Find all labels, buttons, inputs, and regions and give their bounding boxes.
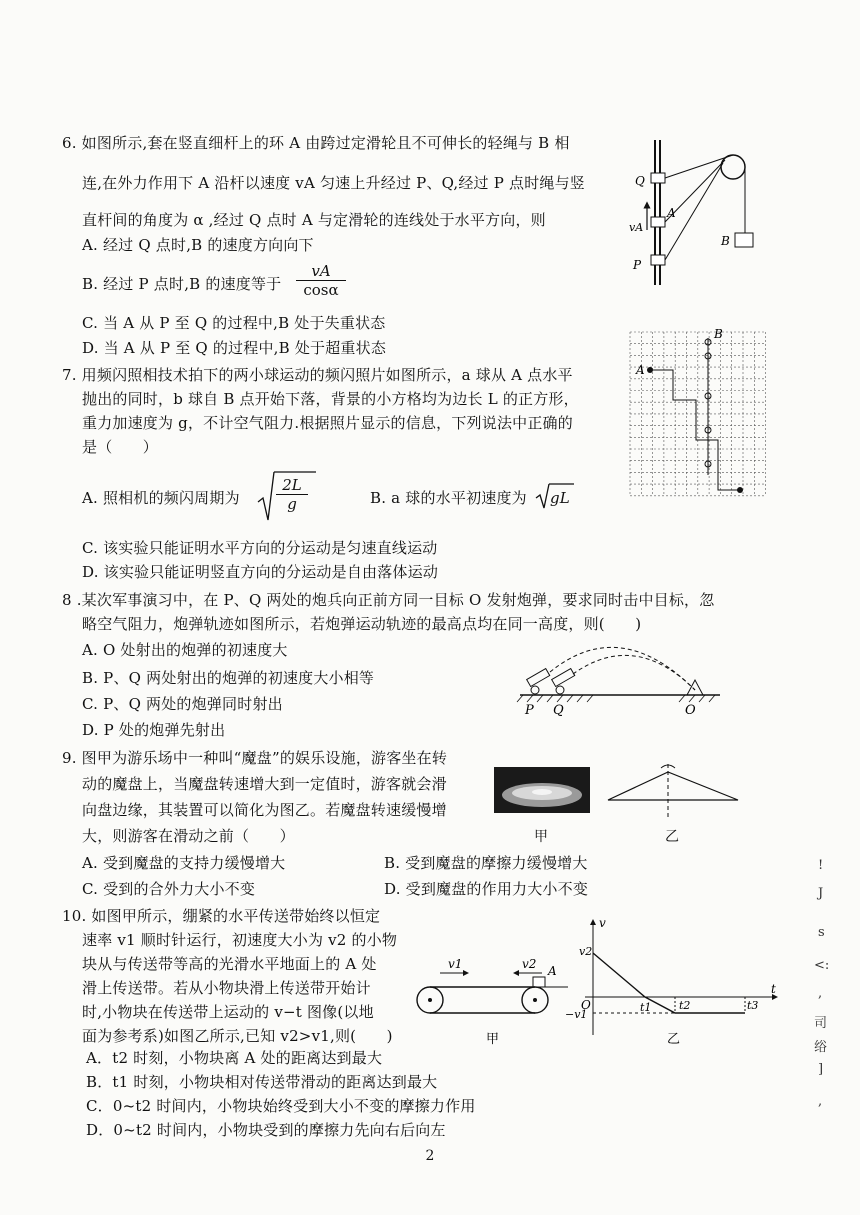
q10-figure-jia: [410, 955, 570, 1050]
q9-stem-line1: 9. 图甲为游乐场中一种叫“魔盘”的娱乐设施，游客坐在转: [62, 749, 448, 767]
q6-stem-line3: 直杆间的角度为 α ,经过 Q 点时 A 与定滑轮的连线处于水平方向，则: [82, 211, 546, 229]
q10-t3-label: t3: [747, 999, 759, 1012]
q8-stem-line2: 略空气阻力，炮弹轨迹如图所示，若炮弹运动轨迹的最高点均在同一高度，则( ): [82, 615, 642, 633]
q10-stem-line2: 速率 v1 顺时针运行，初速度大小为 v2 的小物: [82, 931, 398, 949]
q10-t2-label: t2: [679, 999, 691, 1012]
q10-label-v1: v1: [448, 957, 463, 971]
q9-disk-profile: [608, 772, 738, 800]
q10-stem-line4: 滑上传送带。若从小物块滑上传送带开始计: [82, 979, 371, 997]
q6-fraction-denominator: cosα: [303, 281, 339, 299]
q8-cannon-q: [552, 669, 575, 694]
q7-fraction-denominator: g: [287, 495, 297, 513]
q9-option-a: A. 受到魔盘的支持力缓慢增大: [82, 854, 286, 872]
q7-stem-line2: 抛出的同时，b 球自 B 点开始下落，背景的小方格均为边长 L 的正方形，: [82, 390, 579, 408]
q7-stem-line4: 是（ ）: [82, 438, 159, 456]
q9-stem-line2: 动的魔盘上，当魔盘转速增大到一定值时，游客就会滑: [82, 775, 447, 793]
edge-mark-1: J: [818, 886, 824, 901]
q10-figure-jia-label: 甲: [486, 1032, 500, 1047]
q7-ball-a: [647, 367, 653, 373]
q6-ring-a: [651, 217, 665, 227]
q10-figure-yi: [565, 915, 790, 1045]
q7-fraction-numerator: 2L: [276, 476, 308, 495]
q7-ball-a-end: [737, 487, 743, 493]
q8-option-a: A. O 处射出的炮弹的初速度大: [82, 641, 288, 659]
q6-fraction-numerator: vA: [296, 262, 346, 281]
q9-photo-magic-disk: [494, 767, 590, 813]
q7-sqrt-symbol-a: [256, 470, 276, 524]
q6-figure: [625, 135, 765, 295]
q8-trajectory-p: [550, 647, 695, 690]
q6-label-va: vA: [629, 221, 644, 234]
q10-option-a: A．t2 时刻，小物块离 A 处的距离达到最大: [86, 1049, 383, 1067]
q6-option-c: C. 当 A 从 P 至 Q 的过程中,B 处于失重状态: [82, 314, 386, 332]
edge-mark-2: s: [818, 925, 825, 940]
q9-figure-jia-label: 甲: [534, 829, 549, 845]
q8-cannon-p: [527, 669, 550, 694]
edge-mark-4: ,: [818, 986, 823, 1001]
q10-origin-label: O: [581, 998, 591, 1012]
q7-option-a: A. 照相机的频闪周期为: [82, 489, 240, 507]
q7-option-b: B. a 球的水平初速度为: [370, 489, 527, 507]
q7-option-a-fraction: [276, 476, 308, 513]
q7-option-d: D. 该实验只能证明竖直方向的分运动是自由落体运动: [82, 563, 439, 581]
q8-label-o: O: [685, 703, 696, 718]
q10-v2-tick-label: v2: [579, 945, 593, 958]
q6-option-a: A. 经过 Q 点时,B 的速度方向向下: [82, 236, 314, 254]
q9-stem-line4: 大，则游客在滑动之前（ ）: [82, 827, 295, 845]
q6-option-d: D. 当 A 从 P 至 Q 的过程中,B 处于超重状态: [82, 339, 387, 357]
q10-axis-t-label: t: [771, 982, 776, 996]
q8-label-p: P: [525, 703, 534, 718]
q10-label-a: A: [548, 964, 557, 978]
q8-figure: [515, 640, 730, 720]
edge-mark-3: <:: [814, 958, 830, 973]
q9-figure-yi-label: 乙: [665, 829, 680, 845]
q8-option-c: C. P、Q 两处的炮弹同时射出: [82, 695, 283, 713]
edge-mark-8: ,: [818, 1094, 823, 1109]
q7-stem-line3: 重力加速度为 g，不计空气阻力.根据照片显示的信息，下列说法中正确的: [82, 414, 573, 432]
page-number: 2: [425, 1148, 435, 1164]
q7-figure: [628, 327, 768, 498]
q7-option-c: C. 该实验只能证明水平方向的分运动是匀速直线运动: [82, 539, 438, 557]
q6-label-a: A: [667, 206, 676, 220]
q9-figure-yi: [603, 762, 743, 822]
q10-stem-line6: 面为参考系)如图乙所示,已知 v2>v1,则( ): [82, 1027, 393, 1045]
q9-stem-line3: 向盘边缘，其装置可以简化为图乙。若魔盘转速缓慢增: [82, 801, 447, 819]
q10-neg-v1-label: −v1: [565, 1008, 588, 1021]
edge-mark-5: 司: [814, 1016, 828, 1031]
q6-label-q: Q: [635, 174, 645, 188]
q7-label-b: B: [714, 327, 723, 341]
q6-stem-line1: 6. 如图所示,套在竖直细杆上的环 A 由跨过定滑轮且不可伸长的轻绳与 B 相: [62, 134, 570, 152]
q10-block: [533, 977, 545, 987]
edge-mark-6: 绤: [814, 1040, 828, 1055]
q7-trajectory-a: [650, 370, 740, 490]
q6-ring-p: [651, 255, 665, 265]
q8-label-q: Q: [553, 703, 564, 718]
q7-label-a: A: [636, 363, 645, 377]
q10-figure-yi-label: 乙: [667, 1032, 681, 1047]
q10-stem-line3: 块从与传送带等高的光滑水平地面上的 A 处: [82, 955, 377, 973]
q6-label-p: P: [633, 258, 642, 272]
q8-stem-line1: 8 .某次军事演习中，在 P、Q 两处的炮兵向正前方同一目标 O 发射炮弹，要求同时击中目标，忽: [62, 591, 715, 609]
q10-t1-label: t1: [640, 1001, 652, 1014]
q9-option-c: C. 受到的合外力大小不变: [82, 880, 256, 898]
q8-trajectory-q: [573, 655, 695, 690]
q10-option-b: B．t1 时刻，小物块相对传送带滑动的距离达到最大: [86, 1073, 438, 1091]
q10-stem-line1: 10. 如图甲所示，绷紧的水平传送带始终以恒定: [62, 907, 381, 925]
q9-option-d: D. 受到魔盘的作用力大小不变: [384, 880, 589, 898]
q6-option-b-fraction: [296, 262, 346, 299]
q10-stem-line5: 时,小物块在传送带上运动的 v−t 图像(以地: [82, 1003, 374, 1021]
q6-stem-line2: 连,在外力作用下 A 沿杆以速度 vA 匀速上升经过 P、Q,经过 P 点时绳与竖: [82, 174, 585, 192]
q6-block-b: [735, 233, 753, 247]
q9-option-b: B. 受到魔盘的摩擦力缓慢增大: [384, 854, 588, 872]
q10-vt-line: [593, 953, 745, 1013]
q10-option-c: C．0~t2 时间内，小物块始终受到大小不变的摩擦力作用: [86, 1097, 476, 1115]
edge-mark-7: ]: [818, 1062, 824, 1077]
q10-axis-v-label: v: [599, 916, 606, 930]
q6-label-b: B: [721, 234, 730, 248]
q8-target-o: [687, 680, 703, 695]
q6-ring-q: [651, 173, 665, 183]
q10-label-v2: v2: [522, 957, 537, 971]
q8-option-d: D. P 处的炮弹先射出: [82, 721, 226, 739]
q6-pulley: [721, 155, 745, 179]
q7-stem-line1: 7. 用频闪照相技术拍下的两小球运动的频闪照片如图所示，a 球从 A 点水平: [62, 366, 573, 384]
q10-option-d: D．0~t2 时间内，小物块受到的摩擦力先向右后向左: [86, 1121, 446, 1139]
q6-option-b: B. 经过 P 点时,B 的速度等于: [82, 275, 282, 293]
edge-mark-0: !: [818, 858, 824, 873]
q7-option-b-radicand: gL: [550, 489, 570, 507]
q8-option-b: B. P、Q 两处射出的炮弹的初速度大小相等: [82, 669, 375, 687]
